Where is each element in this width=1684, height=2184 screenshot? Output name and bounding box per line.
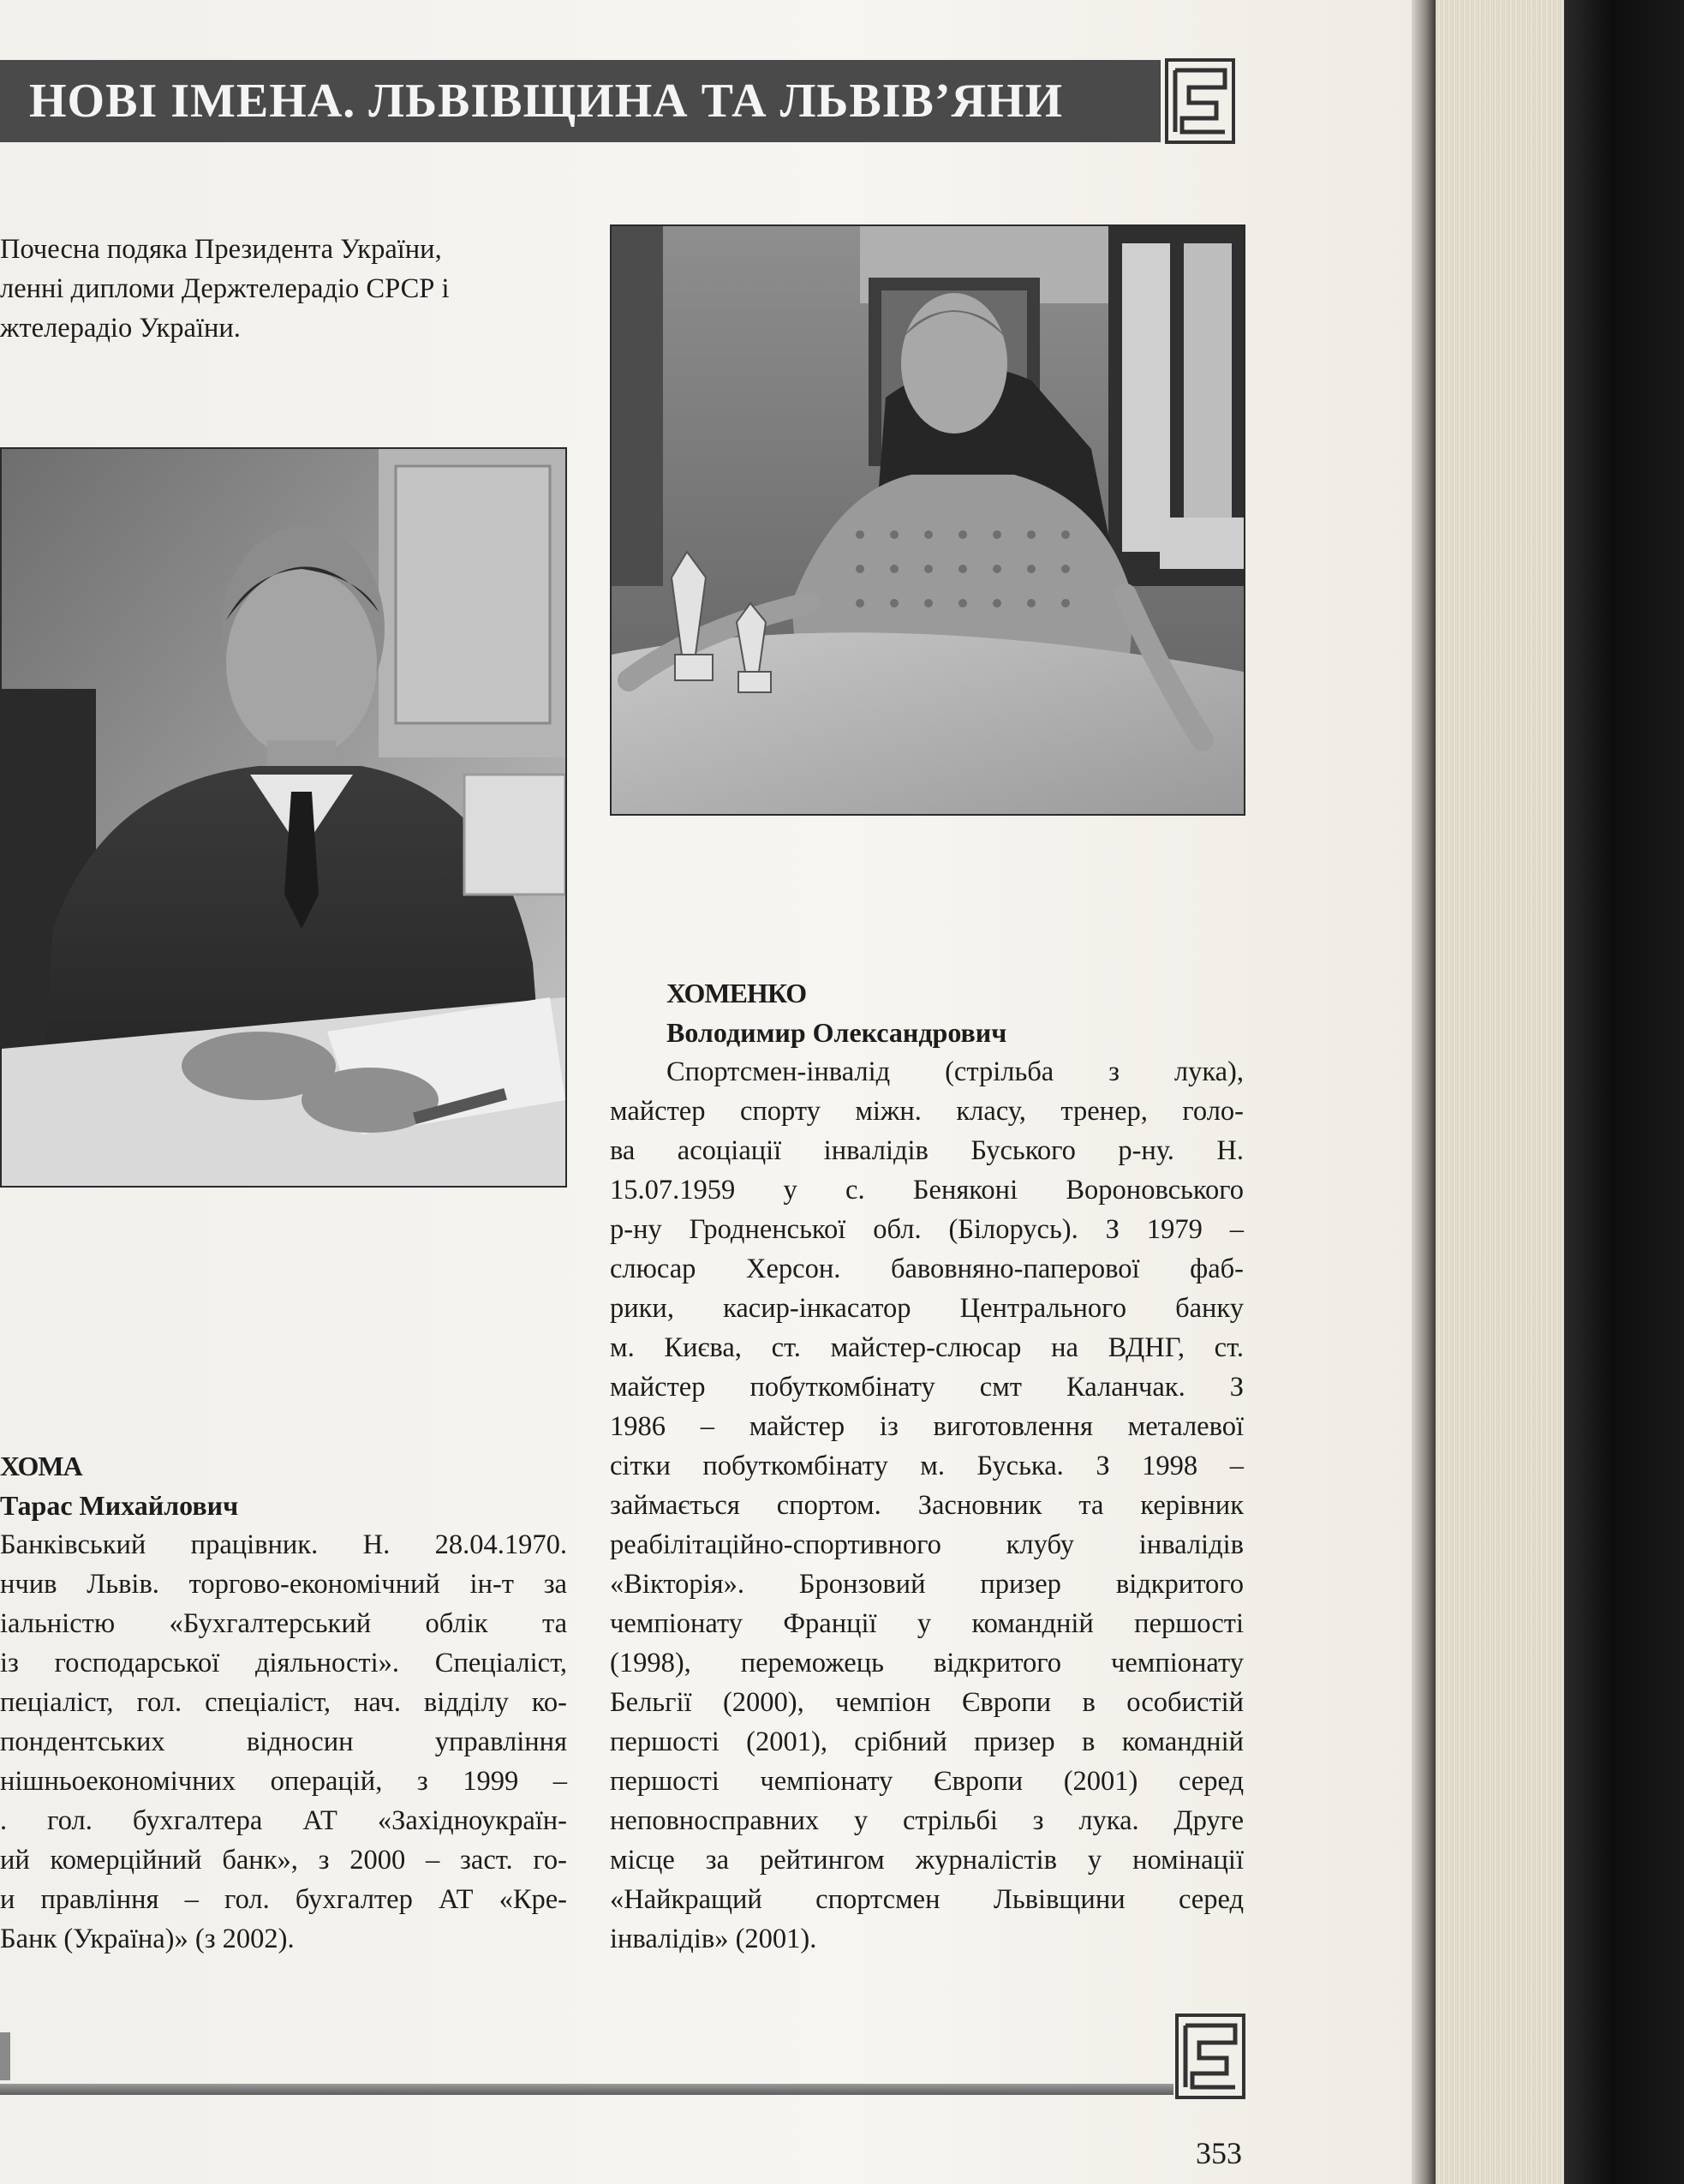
footer-rule xyxy=(0,2084,1173,2095)
intro-line: ленні дипломи Держтелерадіо СРСР і xyxy=(0,273,450,304)
entry-line: нчив Львів. торгово-економічний ін-т за xyxy=(0,1569,567,1600)
page-edges xyxy=(1436,0,1564,2184)
entry-line: ий комерційний банк», з 2000 – заст. го- xyxy=(0,1845,567,1876)
entry-given-name: Тарас Михайлович xyxy=(0,1490,239,1521)
entry-line: 1986 – майстер із виготовлення металевої xyxy=(610,1411,1244,1442)
entry-line: Спортсмен-інвалід (стрільба з лука), xyxy=(666,1056,1244,1087)
entry-line: слюсар Херсон. бавовняно-паперової фаб- xyxy=(610,1254,1244,1284)
entry-line: займається спортом. Засновник та керівник xyxy=(610,1490,1244,1521)
left-intro-text xyxy=(0,230,574,348)
entry-line: рики, касир-інкасатор Центрального банку xyxy=(610,1293,1244,1324)
entry-line: м. Києва, ст. майстер-слюсар на ВДНГ, ст. xyxy=(610,1332,1244,1363)
footer-ornament-icon xyxy=(1175,2013,1245,2099)
entry-line: Банк (Україна)» (з 2002). xyxy=(0,1924,295,1954)
portrait-photo-homa xyxy=(0,447,567,1188)
intro-line: жтелерадіо України. xyxy=(0,313,241,344)
header-ornament-icon xyxy=(1165,58,1235,144)
entry-line: пеціаліст, гол. спеціаліст, нач. відділу ко- xyxy=(0,1687,567,1718)
entry-line: першості (2001), срібний призер в командній xyxy=(610,1726,1244,1757)
footer-lip xyxy=(0,2032,10,2080)
entry-line: майстер побуткомбінату смт Каланчак. З xyxy=(610,1372,1244,1403)
entry-given-name: Володимир Олександрович xyxy=(666,1017,1007,1048)
entry-homenko xyxy=(610,973,1244,1959)
entry-line: 15.07.1959 у с. Беняконі Вороновського xyxy=(610,1175,1244,1206)
page-gutter xyxy=(1412,0,1436,2184)
entry-line: першості чемпіонату Європи (2001) серед xyxy=(610,1766,1244,1797)
entry-line: місце за рейтингом журналістів у номінації xyxy=(610,1845,1244,1876)
entry-line: реабілітаційно-спортивного клубу інвалідів xyxy=(610,1529,1244,1560)
header-band xyxy=(0,60,1161,142)
entry-line: «Найкращий спортсмен Львівщини серед xyxy=(610,1884,1244,1915)
entry-line: (1998), переможець відкритого чемпіонату xyxy=(610,1648,1244,1678)
entry-line: із господарської діяльності». Спеціаліст, xyxy=(0,1648,567,1678)
page-number: 353 xyxy=(1196,2136,1242,2170)
entry-line: неповносправних у стрільбі з лука. Друге xyxy=(610,1805,1244,1836)
entry-line: сітки побуткомбінату м. Буська. З 1998 – xyxy=(610,1451,1244,1481)
entry-line: и правління – гол. бухгалтер АТ «Кре- xyxy=(0,1884,567,1915)
entry-line: пондентських відносин управління xyxy=(0,1726,567,1757)
entry-line: інвалідів» (2001). xyxy=(610,1924,817,1954)
entry-line: «Вікторія». Бронзовий призер відкритого xyxy=(610,1569,1244,1600)
entry-line: чемпіонату Франції у командній першості xyxy=(610,1608,1244,1639)
book-binding xyxy=(1564,0,1684,2184)
page-header-title: НОВІ ІМЕНА. ЛЬВІВЩИНА ТА ЛЬВІВ’ЯНИ xyxy=(29,75,1064,128)
entry-line: іальністю «Бухгалтерський облік та xyxy=(0,1608,567,1639)
entry-line: майстер спорту міжн. класу, тренер, голо- xyxy=(610,1096,1244,1127)
entry-line: нішньоекономічних операцій, з 1999 – xyxy=(0,1766,567,1797)
entry-line: р-ну Гродненської обл. (Білорусь). З 1979 – xyxy=(610,1214,1244,1245)
portrait-photo-homenko xyxy=(610,224,1245,816)
entry-line: ва асоціації інвалідів Буського р-ну. Н. xyxy=(610,1135,1244,1166)
entry-homa xyxy=(0,1446,567,1959)
entry-surname: ХОМА xyxy=(0,1451,82,1481)
intro-line: Почесна подяка Президента України, xyxy=(0,234,442,265)
entry-line: Бельгії (2000), чемпіон Європи в особистій xyxy=(610,1687,1244,1718)
entry-surname: ХОМЕНКО xyxy=(666,978,807,1008)
entry-line: . гол. бухгалтера АТ «Західноукраїн- xyxy=(0,1805,567,1836)
entry-line: Банківський працівник. Н. 28.04.1970. xyxy=(0,1529,567,1560)
